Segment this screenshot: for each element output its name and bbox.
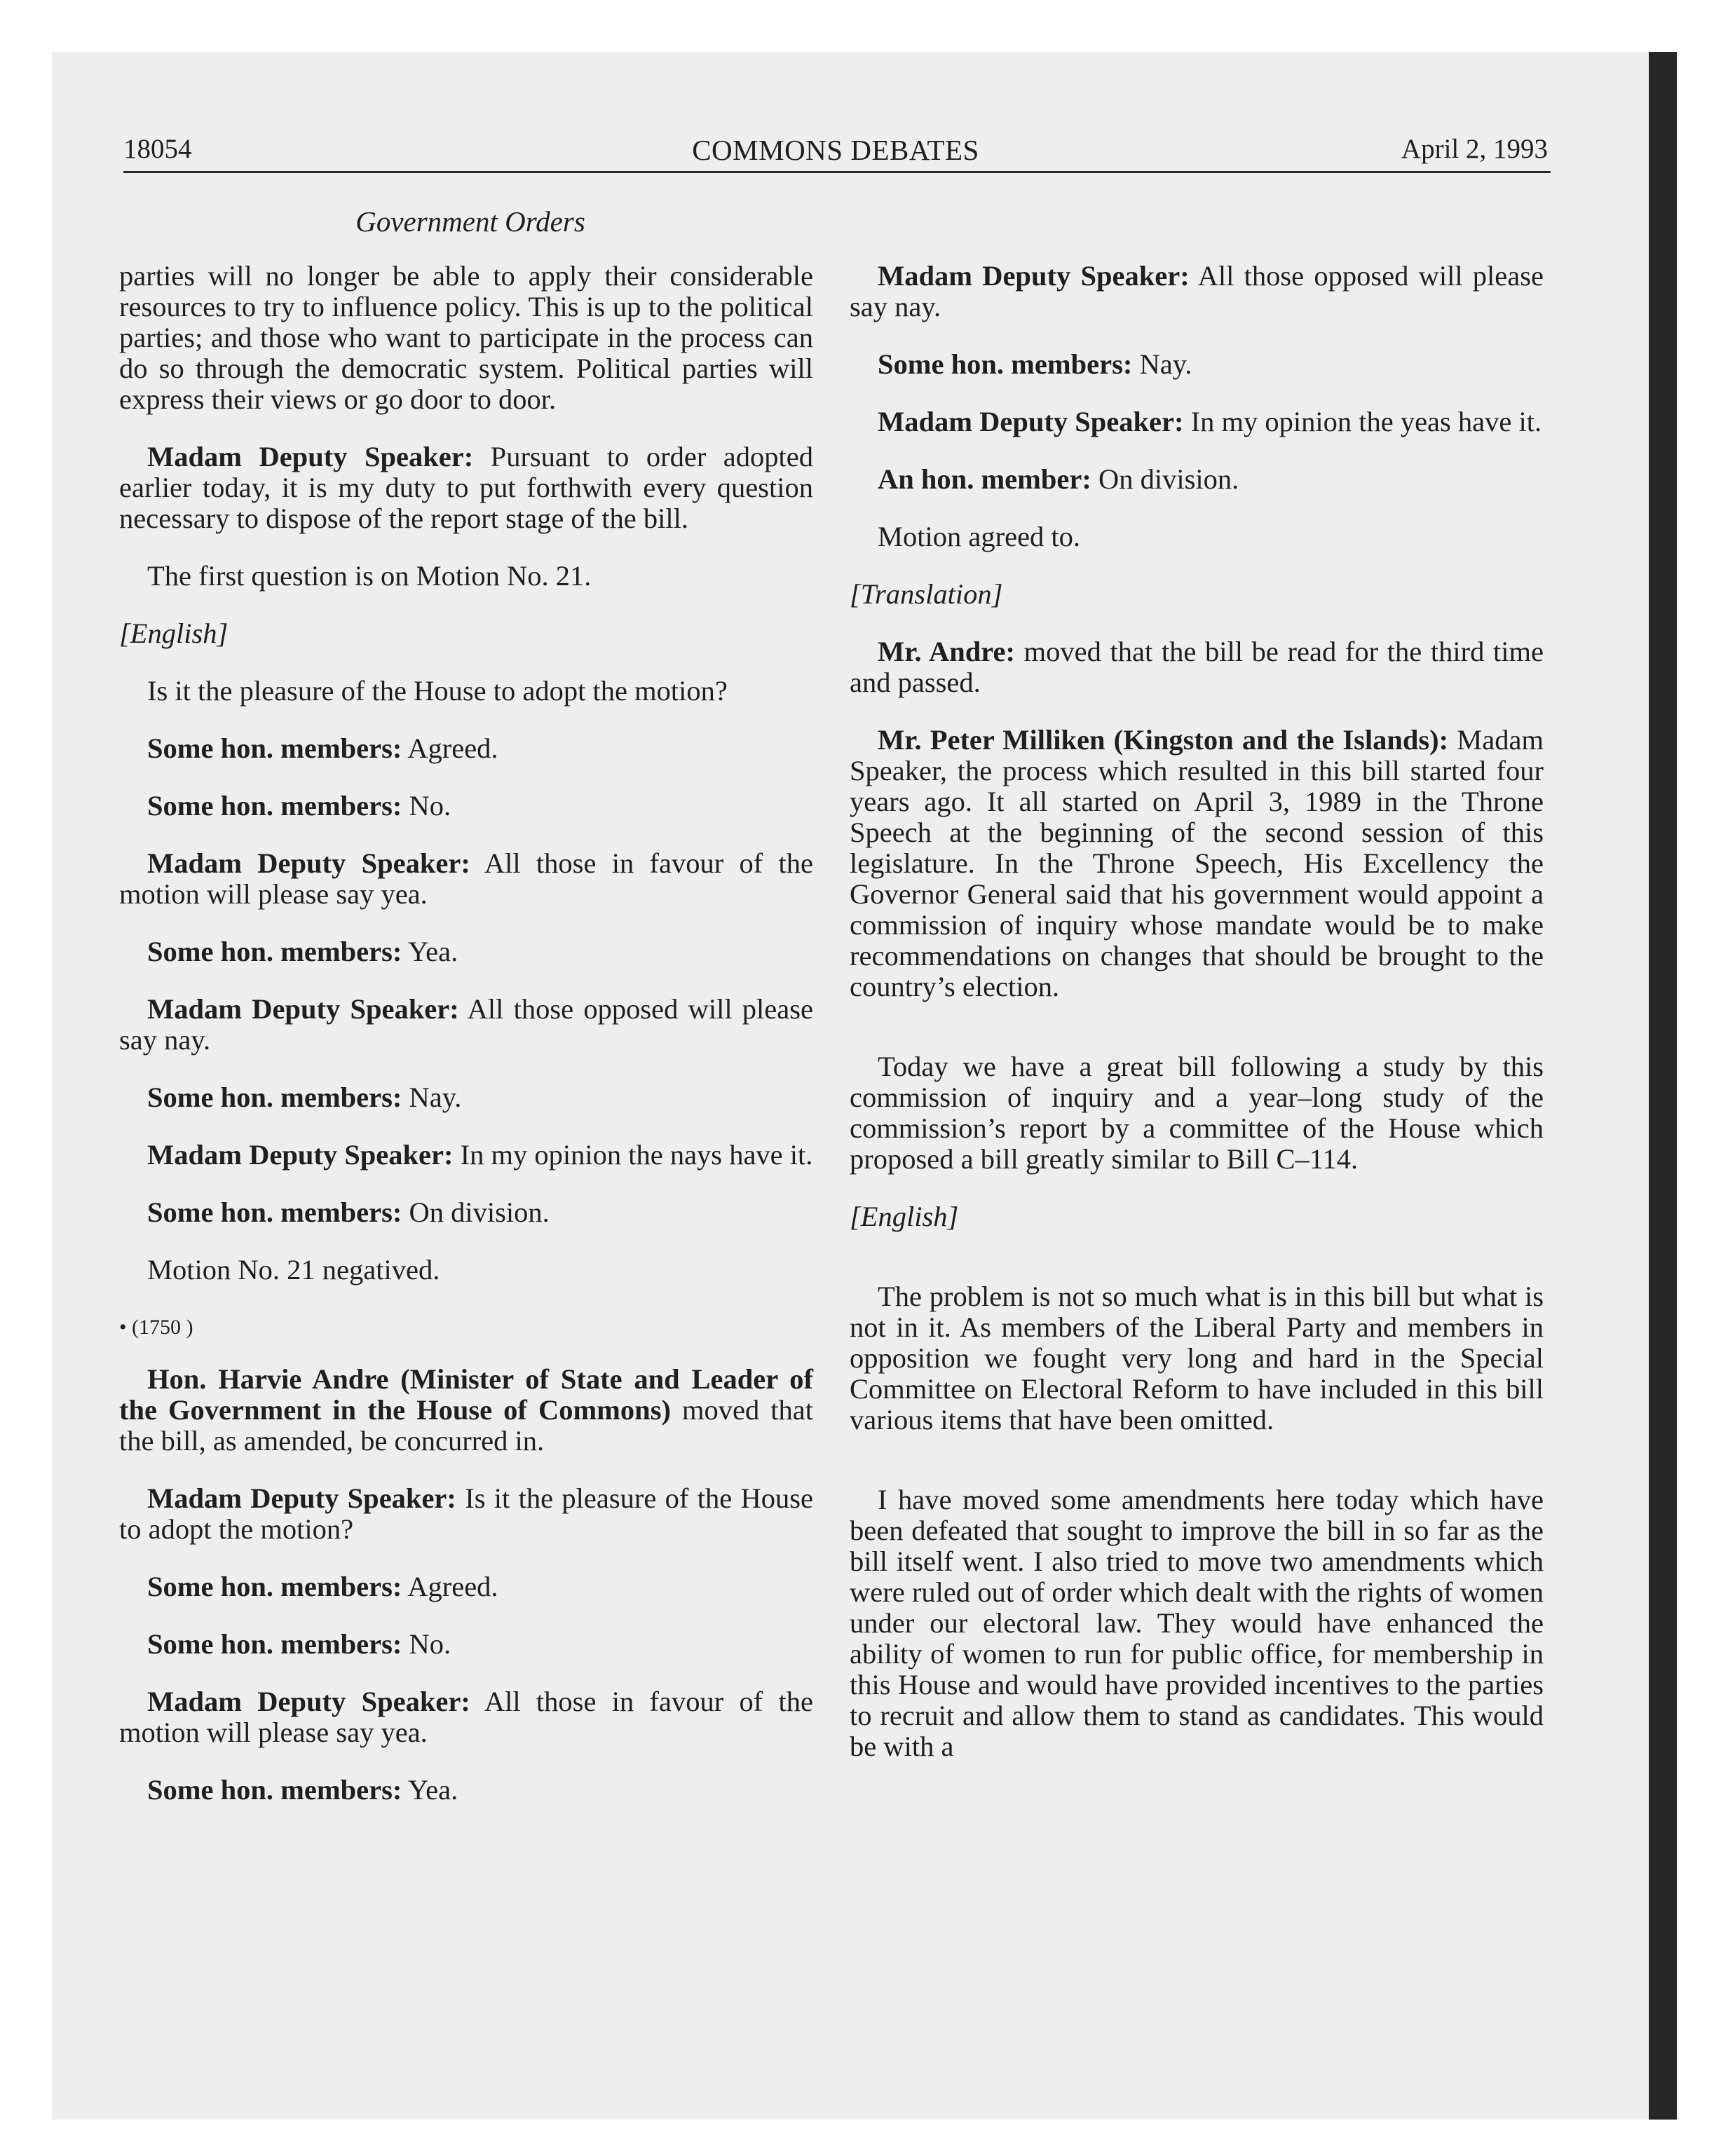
speech-text: Nay. xyxy=(1132,348,1192,380)
page-header xyxy=(123,133,1548,175)
paragraph xyxy=(119,1686,813,1748)
speaker-name: Some hon. members: xyxy=(147,1082,402,1113)
speech-text: In my opinion the yeas have it. xyxy=(1183,406,1542,437)
speaker-name: Madam Deputy Speaker: xyxy=(147,1139,454,1171)
paragraph: Today we have a great bill following a study by this commission of inquiry and a year–long study of the commission’s report by a committee of the House which proposed a bill greatly similar to Bill C–114. xyxy=(850,1051,1544,1175)
left-column xyxy=(119,261,813,1832)
speech-text: All those opposed will please say nay. xyxy=(119,993,813,1056)
speech-text: On division. xyxy=(402,1196,550,1228)
paragraph xyxy=(119,1197,813,1228)
speaker-name: Madam Deputy Speaker: xyxy=(878,260,1190,292)
speech-text: On division. xyxy=(1091,463,1239,495)
speech-text: All those opposed will please say nay. xyxy=(850,260,1544,322)
paragraph xyxy=(119,1629,813,1660)
paragraph: Motion No. 21 negatived. xyxy=(147,1254,440,1285)
paragraph: Is it the pleasure of the House to adopt the motion? xyxy=(147,675,728,707)
publication-date: April 2, 1993 xyxy=(1401,134,1548,164)
paragraph xyxy=(119,936,813,967)
paragraph xyxy=(119,994,813,1056)
speech-text: In my opinion the nays have it. xyxy=(453,1139,813,1171)
speaker-name: Some hon. members: xyxy=(147,732,402,764)
paragraph xyxy=(119,1082,813,1113)
speech-text: Agreed. xyxy=(402,1571,498,1602)
speech-text: Agreed. xyxy=(402,732,498,764)
paragraph: Motion agreed to. xyxy=(878,521,1081,552)
speaker-name: Madam Deputy Speaker: xyxy=(147,441,474,472)
paragraph: I have moved some amendments here today which have been defeated that sought to improve the bill in so far as the bill itself went. I also tried to move two amendments which were ruled out of order which dealt with the rights of women under our electoral law. They would have enhanced the ability of women to run for public office, for membership in this House and would have provided incentives to the parties to recruit and allow them to stand as candidates. This would be with a xyxy=(850,1484,1544,1762)
paragraph xyxy=(850,407,1544,437)
paragraph xyxy=(850,349,1544,380)
paragraph xyxy=(119,1571,813,1602)
language-tag: [English] xyxy=(119,618,229,649)
speaker-name: Some hon. members: xyxy=(147,1628,402,1660)
speaker-name: Some hon. members: xyxy=(147,1196,402,1228)
paragraph: The problem is not so much what is in this bill but what is not in it. As members of the Liberal Party and members in opposition we fought very long and hard in the Special Committee on Electoral Reform to have included in this bill various items that have been omitted. xyxy=(850,1281,1544,1435)
paragraph xyxy=(850,261,1544,322)
paragraph xyxy=(119,1483,813,1545)
speech-text: moved that the bill be read for the third time and passed. xyxy=(850,636,1544,698)
header-rule xyxy=(123,171,1551,173)
speech-text: Is it the pleasure of the House to adopt the motion? xyxy=(119,1482,814,1545)
paragraph xyxy=(119,1775,813,1806)
speech-text: No. xyxy=(402,1628,451,1660)
paragraph xyxy=(119,442,813,534)
speaker-name: Mr. Andre: xyxy=(878,636,1016,667)
speaker-name: Some hon. members: xyxy=(147,936,402,967)
scan-edge-shadow xyxy=(1649,52,1677,2120)
paragraph xyxy=(850,636,1544,698)
paragraph: The first question is on Motion No. 21. xyxy=(147,560,592,592)
paragraph xyxy=(850,464,1544,495)
speaker-name: Some hon. members: xyxy=(147,790,402,821)
speech-text: Yea. xyxy=(402,936,458,967)
speech-text: All those in favour of the motion will please say yea. xyxy=(119,847,813,910)
page-number: 18054 xyxy=(123,134,192,164)
paragraph xyxy=(119,1364,813,1456)
speech-text: Nay. xyxy=(402,1082,462,1113)
speech-text: Madam Speaker, the process which resulted in this bill started four years ago. It all started on April 3, 1989 in the Throne Speech at the beginning of the second session of this legislature. In the Throne Speech, His Excellency the Governor General said that his government would appoint a commission of inquiry whose mandate would be to make recommendations on changes that should be brought to the country’s election. xyxy=(850,724,1544,1002)
paragraph: parties will no longer be able to apply their considerable resources to try to influence policy. This is up to the political parties; and those who want to participate in the process can do so through the democratic system. Political parties will express their views or go door to door. xyxy=(119,260,813,415)
speech-text: No. xyxy=(402,790,451,821)
speaker-name: Mr. Peter Milliken (Kingston and the Islands): xyxy=(878,724,1449,756)
speech-text: Yea. xyxy=(402,1774,458,1806)
language-tag: [Translation] xyxy=(850,578,1003,610)
speech-text: Pursuant to order adopted earlier today, it is my duty to put forthwith every question necessary to dispose of the report stage of the bill. xyxy=(119,441,813,534)
speaker-name: Hon. Harvie Andre (Minister of State and Leader of the Government in the House of Commons) xyxy=(119,1363,813,1426)
right-column xyxy=(850,261,1544,1789)
speaker-name: An hon. member: xyxy=(878,463,1091,495)
time-marker: • (1750 ) xyxy=(119,1316,193,1339)
speech-text: moved that the bill, as amended, be concurred in. xyxy=(119,1394,813,1456)
speaker-name: Madam Deputy Speaker: xyxy=(147,993,459,1025)
speaker-name: Some hon. members: xyxy=(147,1774,402,1806)
publication-title: COMMONS DEBATES xyxy=(692,134,979,166)
paragraph xyxy=(119,791,813,821)
section-heading: Government Orders xyxy=(355,205,585,238)
speaker-name: Madam Deputy Speaker: xyxy=(878,406,1184,437)
speaker-name: Some hon. members: xyxy=(878,348,1133,380)
speaker-name: Madam Deputy Speaker: xyxy=(147,1686,470,1717)
speech-text: All those in favour of the motion will please say yea. xyxy=(119,1686,813,1748)
language-tag: [English] xyxy=(850,1201,959,1232)
paragraph xyxy=(119,848,813,910)
paragraph xyxy=(850,725,1544,1002)
speaker-name: Madam Deputy Speaker: xyxy=(147,1482,456,1514)
speaker-name: Some hon. members: xyxy=(147,1571,402,1602)
speaker-name: Madam Deputy Speaker: xyxy=(147,847,470,879)
paragraph xyxy=(119,733,813,764)
paragraph xyxy=(119,1140,813,1171)
